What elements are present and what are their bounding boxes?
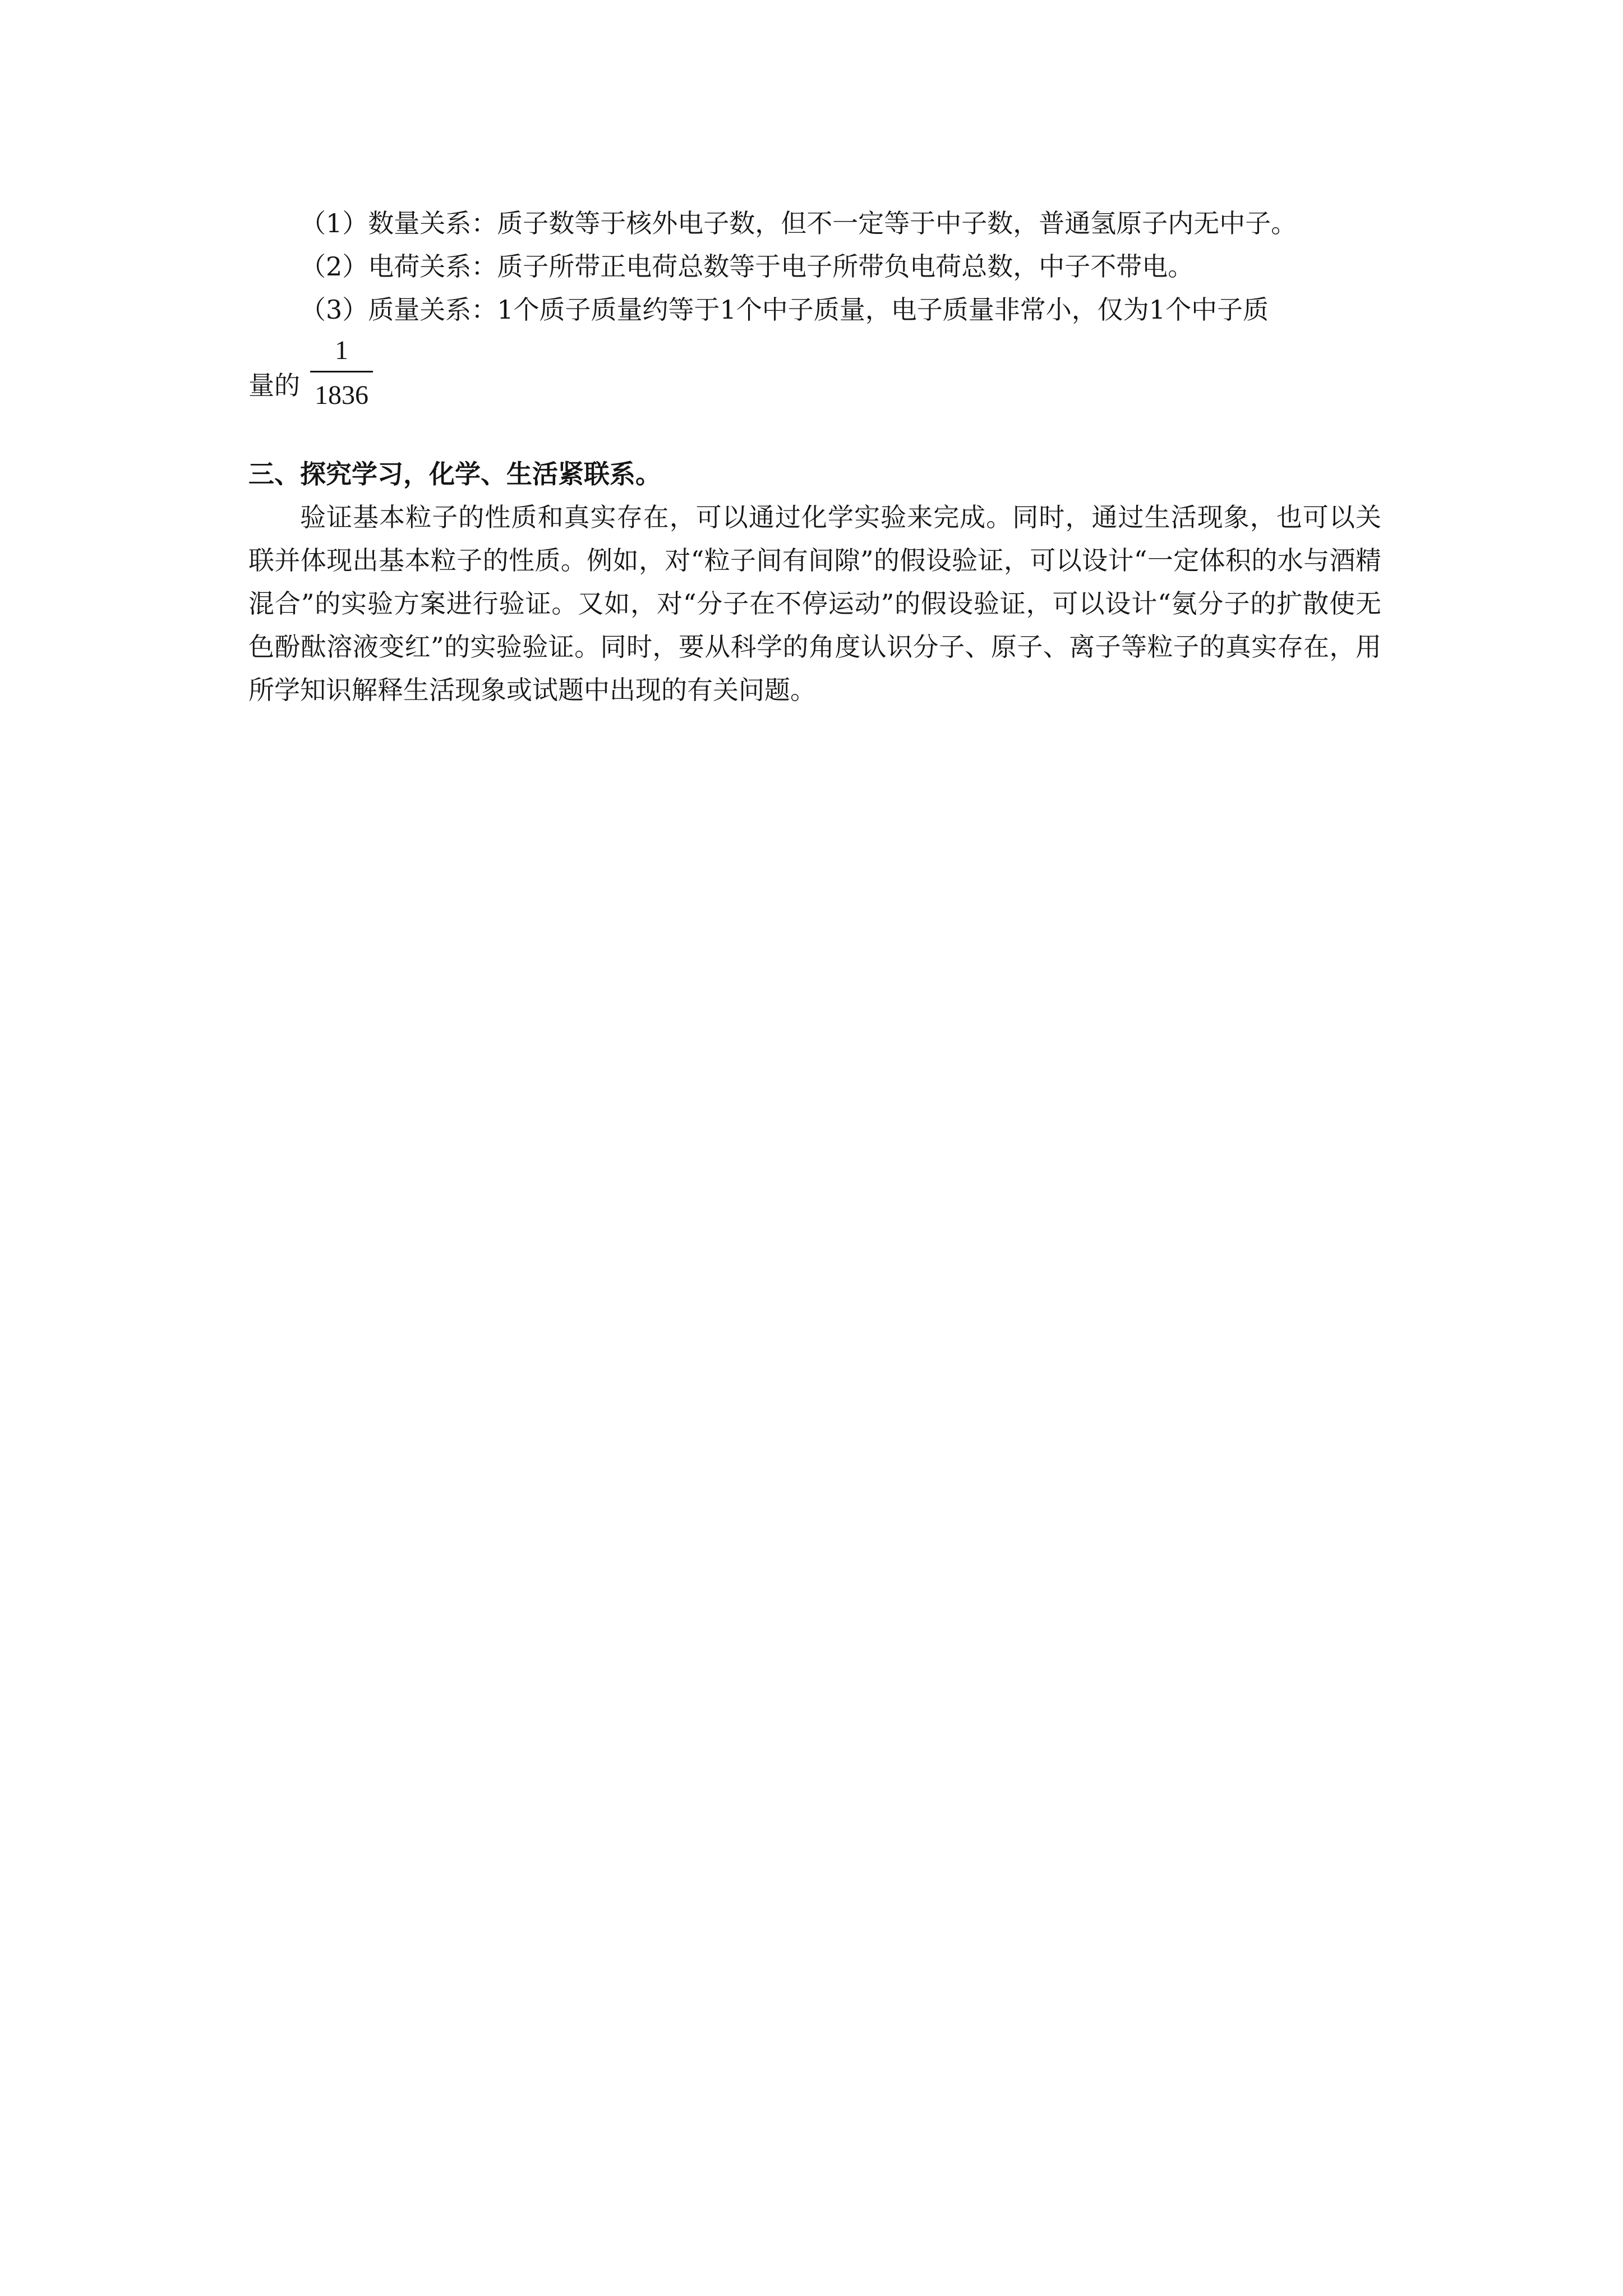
document-content [248,202,1381,712]
section-heading: 三、探究学习，化学、生活紧联系。 [248,459,661,489]
fraction-line [248,335,1381,413]
fraction-numerator: 1 [335,335,348,365]
fraction-prefix: 量的 [248,370,300,401]
mass-relation-paragraph: （3）质量关系：1个质子质量约等于1个中子质量，电子质量非常小，仅为1个中子质 [300,295,1269,325]
fraction [310,335,373,413]
fraction-bar [310,371,373,372]
fraction-denominator: 1836 [315,380,368,410]
quantity-relation-paragraph: （1）数量关系：质子数等于核外电子数，但不一定等于中子数，普通氢原子内无中子。 [300,208,1297,238]
charge-relation-paragraph: （2）电荷关系：质子所带正电荷总数等于电子所带负电荷总数，中子不带电。 [300,251,1194,282]
section-body-paragraph: 验证基本粒子的性质和真实存在，可以通过化学实验来完成。同时，通过生活现象，也可以关联并体现出基本粒子的性质。例如，对“粒子间有间隙”的假设验证，可以设计“一定体积的水与酒精混合”的实验方案进行验证。又如，对“分子在不停运动”的假设验证，可以设计“氨分子的扩散使无色酚酞溶液变红”的实验验证。同时，要从科学的角度认识分子、原子、离子等粒子的真实存在，用所学知识解释生活现象或试题中出现的有关问题。 [248,502,1381,705]
